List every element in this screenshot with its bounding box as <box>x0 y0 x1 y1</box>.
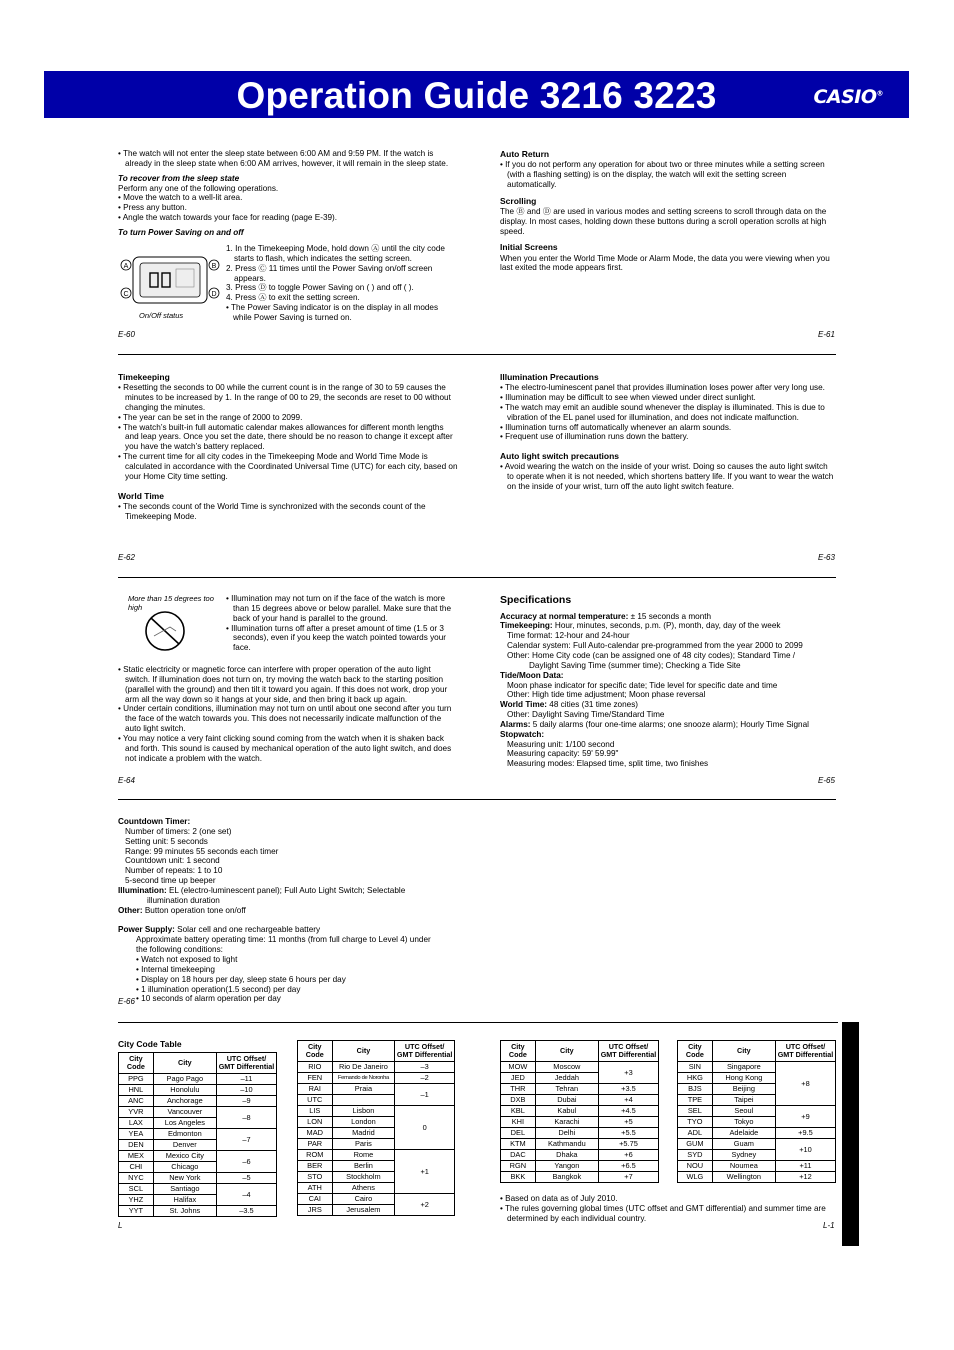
table-row <box>298 1106 455 1117</box>
city-code-table-3 <box>500 1040 659 1183</box>
battery-condition: • Watch not exposed to light <box>136 955 458 965</box>
table-row <box>501 1084 659 1095</box>
city-name: Athens <box>332 1183 395 1194</box>
table-row <box>298 1062 455 1073</box>
illumination-item: • Frequent use of illumination runs down the battery. <box>500 432 836 442</box>
utc-offset: –7 <box>216 1129 276 1151</box>
city-name: Bangkok <box>535 1172 598 1183</box>
page-number: E-64 <box>118 776 135 785</box>
city-table-notes <box>500 1194 836 1224</box>
spec-label: Countdown Timer: <box>118 817 191 826</box>
utc-offset: +5.5 <box>598 1128 658 1139</box>
city-code: UTC <box>298 1095 333 1106</box>
city-code: JRS <box>298 1205 333 1216</box>
city-name: Vancouver <box>153 1107 216 1118</box>
auto-return-item: • If you do not perform any operation for about two or three minutes while a setting screen (with a flashing setting) is on the display, the watch will exit the setting screen automatically. <box>500 160 836 190</box>
auto-light-note: • Static electricity or magnetic force can interfere with proper operation of the auto light switch. If illumination does not turn on, try moving the watch back to the starting position (parallel with the ground) and then tilt it toward you again. If this does not work, drop your arm all the way down so it hangs at your side, and then bring it back up again. <box>118 665 458 704</box>
specifications-heading: Specifications <box>500 594 572 606</box>
table-row <box>119 1074 277 1085</box>
brand-logo: CASIO® <box>813 86 883 108</box>
city-code: KHI <box>501 1117 536 1128</box>
spec-line: Setting unit: 5 seconds <box>125 836 208 846</box>
city-name: London <box>332 1117 395 1128</box>
on-off-caption: On/Off status <box>139 311 184 320</box>
divider <box>118 354 836 355</box>
table-row <box>501 1062 659 1073</box>
page-number: L-1 <box>823 1221 835 1230</box>
city-code-header: City Code <box>119 1053 154 1074</box>
table-row <box>678 1106 836 1117</box>
scrolling-heading: Scrolling <box>500 195 537 206</box>
city-name: Anchorage <box>153 1096 216 1107</box>
city-code: RGN <box>501 1161 536 1172</box>
step-2: Press Ⓒ 11 times until the Power Saving on/off screen appears. <box>234 263 433 283</box>
timekeeping-item: • The current time for all city codes in the Timekeeping Mode and World Time Mode is calculated in accordance with the Coordinated Universal Time (UTC) for each city, based on your Home City time setting. <box>118 452 458 482</box>
spec-label: World Time: <box>500 700 548 710</box>
table-header-row <box>501 1041 659 1062</box>
utc-offset: +9 <box>775 1106 835 1128</box>
scrolling-text: The Ⓑ and Ⓓ are used in various modes and setting screens to scroll through data on the display. In most cases, holding down these buttons during a scroll operation scrolls at high speed. <box>500 206 827 236</box>
city-code-table-2 <box>297 1040 455 1216</box>
illumination-item: • The watch may emit an audible sound whenever the display is illuminated. This is due to vibration of the EL panel used for illumination, and does not indicate malfunction. <box>500 403 836 423</box>
svg-text:C: C <box>123 291 129 298</box>
step-3: Press Ⓓ to toggle Power Saving on ( ) and off ( ). <box>235 283 414 293</box>
utc-offset: +5.75 <box>598 1139 658 1150</box>
city-code-header: City Code <box>298 1041 333 1062</box>
recover-item: • Move the watch to a well-lit area. <box>118 193 458 203</box>
utc-offset: –11 <box>216 1074 276 1085</box>
table-row <box>119 1173 277 1184</box>
tilt-notes <box>226 594 458 653</box>
page-number: E-61 <box>818 330 835 339</box>
city-name: Hong Kong <box>712 1073 775 1084</box>
spec-label: Timekeeping: <box>500 621 553 631</box>
city-name: Halifax <box>153 1195 216 1206</box>
tilt-item: • Illumination may not turn on if the face of the watch is more than 15 degrees above or below parallel. Make sure that the back of your hand is parallel to the ground. <box>226 594 458 624</box>
city-name: Sydney <box>712 1150 775 1161</box>
auto-light-note: • You may notice a very faint clicking sound coming from the watch when it is shaken back and forth. This sound is caused by mechanical operation of the auto light switch, and does not indicate a problem with the watch. <box>118 734 458 764</box>
city-name: Jeddah <box>535 1073 598 1084</box>
page-number: L <box>118 1221 123 1230</box>
city-name: Chicago <box>153 1162 216 1173</box>
table-row <box>119 1129 277 1140</box>
city-name: Seoul <box>712 1106 775 1117</box>
spec-line: Other: High tide time adjustment; Moon phase reversal <box>507 690 706 700</box>
city-code: DXB <box>501 1095 536 1106</box>
city-code-table-1 <box>118 1052 277 1217</box>
table-row <box>501 1106 659 1117</box>
city-name: Edmonton <box>153 1129 216 1140</box>
city-code: YEA <box>119 1129 154 1140</box>
city-code: THR <box>501 1084 536 1095</box>
battery-condition: • 10 seconds of alarm operation per day <box>136 994 458 1004</box>
svg-text:D: D <box>211 291 217 298</box>
utc-offset: +4.5 <box>598 1106 658 1117</box>
header-banner <box>44 71 909 118</box>
city-name: Tehran <box>535 1084 598 1095</box>
city-name: Kathmandu <box>535 1139 598 1150</box>
city-name: Praia <box>332 1084 395 1095</box>
utc-offset: –3 <box>395 1062 455 1073</box>
city-name: Delhi <box>535 1128 598 1139</box>
spec-line: Moon phase indicator for specific date; Tide level for specific date and time <box>507 680 778 690</box>
city-name: Stockholm <box>332 1172 395 1183</box>
battery-condition: • 1 illumination operation(1.5 second) per day <box>136 985 458 995</box>
recover-heading: To recover from the sleep state <box>118 173 240 183</box>
city-name: Cairo <box>332 1194 395 1205</box>
spec-label: Other: <box>118 905 143 915</box>
city-code: JED <box>501 1073 536 1084</box>
utc-offset: –10 <box>216 1085 276 1096</box>
table-header-row <box>119 1053 277 1074</box>
spec-label: Accuracy at normal temperature: <box>500 611 629 621</box>
spec-line: Measuring unit: 1/100 second <box>507 739 615 749</box>
section-e62 <box>118 372 458 522</box>
spec-line: Countdown unit: 1 second <box>125 856 220 866</box>
table-row <box>298 1150 455 1161</box>
page-number: E-63 <box>818 553 835 562</box>
table-row <box>298 1194 455 1205</box>
auto-return-heading: Auto Return <box>500 149 550 159</box>
table-row <box>298 1084 455 1095</box>
table-row <box>501 1139 659 1150</box>
city-name: Jerusalem <box>332 1205 395 1216</box>
city-code: MEX <box>119 1151 154 1162</box>
utc-offset: +11 <box>775 1161 835 1172</box>
utc-offset: –1 <box>395 1084 455 1106</box>
no-tilt-icon <box>140 609 190 653</box>
section-e60 <box>118 149 458 238</box>
spec-line: Range: 99 minutes 55 seconds each timer <box>125 846 279 856</box>
city-code: LAX <box>119 1118 154 1129</box>
table-row <box>119 1206 277 1217</box>
city-code: HKG <box>678 1073 713 1084</box>
city-code: TPE <box>678 1095 713 1106</box>
table-header-row <box>298 1041 455 1062</box>
utc-offset: –6 <box>216 1151 276 1173</box>
tilt-caption: More than 15 degrees too high <box>128 594 214 612</box>
city-name: Los Angeles <box>153 1118 216 1129</box>
utc-offset: –8 <box>216 1107 276 1129</box>
utc-offset: +10 <box>775 1139 835 1161</box>
city-name: Lisbon <box>332 1106 395 1117</box>
utc-offset: +5 <box>598 1117 658 1128</box>
table-row <box>119 1107 277 1118</box>
illumination-item: • Illumination turns off automatically whenever an alarm sounds. <box>500 423 836 433</box>
city-name: New York <box>153 1173 216 1184</box>
spec-line: 5-second time up beeper <box>125 876 216 886</box>
city-code: MAD <box>298 1128 333 1139</box>
spec-label: Stopwatch: <box>500 729 545 739</box>
table-row <box>119 1184 277 1195</box>
spec-line: Other: Home City code (can be assigned one of 48 city codes); Standard Time / <box>507 650 796 660</box>
spec-line: illumination duration <box>147 895 220 905</box>
table-row <box>501 1128 659 1139</box>
illumination-item: • Illumination may be difficult to see when viewed under direct sunlight. <box>500 393 836 403</box>
recover-item: • Angle the watch towards your face for reading (page E-39). <box>118 213 458 223</box>
spec-line: Time format: 12-hour and 24-hour <box>507 631 630 641</box>
table-row <box>501 1095 659 1106</box>
city-code: RIO <box>298 1062 333 1073</box>
city-header: City <box>712 1041 775 1062</box>
city-code: BKK <box>501 1172 536 1183</box>
spec-line: Measuring capacity: 59' 59.99" <box>507 749 619 759</box>
city-name: Madrid <box>332 1128 395 1139</box>
city-name: Mexico City <box>153 1151 216 1162</box>
table-row <box>678 1172 836 1183</box>
illumination-precautions-heading: Illumination Precautions <box>500 372 599 382</box>
step-note: • The Power Saving indicator is on the display in all modes while Power Saving is turned on. <box>226 303 458 323</box>
city-code: TYO <box>678 1117 713 1128</box>
city-code-header: City Code <box>678 1041 713 1062</box>
auto-light-note: • Under certain conditions, illumination may not turn on until about one second after you turn the face of the watch towards you. This does not necessarily indicate malfunction of the auto light switch. <box>118 704 458 734</box>
utc-header: UTC Offset/ GMT Differential <box>775 1041 835 1062</box>
spec-label: Tide/Moon Data: <box>500 670 564 680</box>
spec-value: Solar cell and one rechargeable battery <box>174 925 321 935</box>
city-name: Wellington <box>712 1172 775 1183</box>
svg-text:B: B <box>211 263 217 270</box>
city-code: HNL <box>119 1085 154 1096</box>
step-1: In the Timekeeping Mode, hold down Ⓐ until the city code starts to flash, which indicates the setting screen. <box>234 244 445 263</box>
city-code: MOW <box>501 1062 536 1073</box>
section-e63 <box>500 372 836 492</box>
city-code: ROM <box>298 1150 333 1161</box>
table-row <box>678 1128 836 1139</box>
utc-offset: –2 <box>395 1073 455 1084</box>
table-row <box>678 1161 836 1172</box>
table-row <box>501 1161 659 1172</box>
city-name: Honolulu <box>153 1085 216 1096</box>
note-item: • Based on data as of July 2010. <box>500 1194 836 1204</box>
utc-offset: +4 <box>598 1095 658 1106</box>
spec-line: Measuring modes: Elapsed time, split time, two finishes <box>507 759 709 769</box>
city-name: Paris <box>332 1139 395 1150</box>
section-e61 <box>500 149 836 273</box>
city-code: BER <box>298 1161 333 1172</box>
spec-line: Approximate battery operating time: 11 months (from full charge to Level 4) under <box>136 935 431 945</box>
city-name: Yangon <box>535 1161 598 1172</box>
sleep-note: • The watch will not enter the sleep state between 6:00 AM and 9:59 PM. If the watch is already in the sleep state when 6:00 AM arrives, however, it will remain in the sleep state. <box>118 149 458 169</box>
table-header-row <box>678 1041 836 1062</box>
spec-value: Button operation tone on/off <box>142 905 246 915</box>
note-item: • The rules governing global times (UTC offset and GMT differential) and summer time are determined by each individual country. <box>500 1204 836 1224</box>
city-name: Karachi <box>535 1117 598 1128</box>
city-code: GUM <box>678 1139 713 1150</box>
city-code: YYT <box>119 1206 154 1217</box>
city-code: DEL <box>501 1128 536 1139</box>
step-4: Press Ⓐ to exit the setting screen. <box>235 293 360 303</box>
table-row <box>501 1117 659 1128</box>
city-code: KBL <box>501 1106 536 1117</box>
utc-offset: +6 <box>598 1150 658 1161</box>
battery-condition: • Internal timekeeping <box>136 965 458 975</box>
recover-text: Perform any one of the following operations. <box>118 183 279 193</box>
utc-offset: +6.5 <box>598 1161 658 1172</box>
city-code: SEL <box>678 1106 713 1117</box>
page-number: E-60 <box>118 330 135 339</box>
world-time-heading: World Time <box>118 490 164 501</box>
utc-offset: +3.5 <box>598 1084 658 1095</box>
page-number: E-62 <box>118 553 135 562</box>
spec-line: Daylight Saving Time (summer time); Checking a Tide Site <box>529 660 741 670</box>
utc-offset: –4 <box>216 1184 276 1206</box>
spec-line: Number of timers: 2 (one set) <box>125 826 232 836</box>
page-number: E-66 <box>118 997 135 1006</box>
spec-label: Alarms: <box>500 719 531 729</box>
city-code: PAR <box>298 1139 333 1150</box>
city-name: Denver <box>153 1140 216 1151</box>
city-code: CAI <box>298 1194 333 1205</box>
utc-offset: –5 <box>216 1173 276 1184</box>
page-title: Operation Guide 3216 3223 <box>236 75 717 116</box>
city-name: Berlin <box>332 1161 395 1172</box>
section-e66 <box>118 817 458 1004</box>
divider <box>118 799 836 800</box>
city-name <box>332 1095 395 1106</box>
city-code: RAI <box>298 1084 333 1095</box>
table-row <box>119 1096 277 1107</box>
city-name: Taipei <box>712 1095 775 1106</box>
city-code: KTM <box>501 1139 536 1150</box>
page-number: E-65 <box>818 776 835 785</box>
spec-line: Number of repeats: 1 to 10 <box>125 866 223 876</box>
city-name: Singapore <box>712 1062 775 1073</box>
table-row <box>501 1150 659 1161</box>
spec-value: 5 daily alarms (four one-time alarms; one snooze alarm); Hourly Time Signal <box>530 719 809 729</box>
spec-line: Other: Daylight Saving Time/Standard Time <box>507 710 665 720</box>
city-code: NOU <box>678 1161 713 1172</box>
city-code: STO <box>298 1172 333 1183</box>
watch-diagram-icon <box>118 255 222 307</box>
spec-value: EL (electro-luminescent panel); Full Auto Light Switch; Selectable <box>166 885 406 895</box>
city-name: Noumea <box>712 1161 775 1172</box>
side-tab <box>842 1022 859 1246</box>
utc-header: UTC Offset/ GMT Differential <box>395 1041 455 1062</box>
spec-value: Hour, minutes, seconds, p.m. (P), month, day, day of the week <box>552 621 781 631</box>
city-code: SYD <box>678 1150 713 1161</box>
timekeeping-item: • The watch’s built-in full automatic calendar makes allowances for different month lengths and leap years. Once you set the date, there should be no reason to change it except after you have the watch’s battery replaced. <box>118 423 458 453</box>
city-name: Adelaide <box>712 1128 775 1139</box>
city-code: PPG <box>119 1074 154 1085</box>
city-code-table-4 <box>677 1040 836 1183</box>
city-name: Tokyo <box>712 1117 775 1128</box>
city-code: SCL <box>119 1184 154 1195</box>
utc-offset: –3.5 <box>216 1206 276 1217</box>
divider <box>118 1022 838 1023</box>
city-name: Guam <box>712 1139 775 1150</box>
city-code: ADL <box>678 1128 713 1139</box>
city-name: Moscow <box>535 1062 598 1073</box>
auto-light-heading: Auto light switch precautions <box>500 451 620 462</box>
city-code: WLG <box>678 1172 713 1183</box>
city-code: LIS <box>298 1106 333 1117</box>
section-e65 <box>500 594 836 769</box>
city-name: Pago Pago <box>153 1074 216 1085</box>
illumination-item: • The electro-luminescent panel that provides illumination loses power after very long use. <box>500 383 836 393</box>
city-code: NYC <box>119 1173 154 1184</box>
city-code: FEN <box>298 1073 333 1084</box>
city-header: City <box>332 1041 395 1062</box>
spec-line: Calendar system: Full Auto-calendar pre-programmed from the year 2000 to 2099 <box>507 641 803 651</box>
timekeeping-item: • Resetting the seconds to 00 while the current count is in the range of 30 to 59 causes the minutes to be increased by 1. In the range of 00 to 29, the seconds are reset to 00 without changing the minutes. <box>118 383 458 413</box>
power-saving-heading: To turn Power Saving on and off <box>118 227 244 237</box>
city-code: LON <box>298 1117 333 1128</box>
city-code: BJS <box>678 1084 713 1095</box>
tilt-item: • Illumination turns off after a preset amount of time (1.5 or 3 seconds), even if you keep the watch pointed towards your face. <box>226 624 458 654</box>
utc-offset: +9.5 <box>775 1128 835 1139</box>
utc-header: UTC Offset/ GMT Differential <box>598 1041 658 1062</box>
world-time-item: • The seconds count of the World Time is synchronized with the seconds count of the Timekeeping Mode. <box>118 502 458 522</box>
utc-header: UTC Offset/ GMT Differential <box>216 1053 276 1074</box>
recover-item: • Press any button. <box>118 203 458 213</box>
timekeeping-heading: Timekeeping <box>118 372 170 382</box>
city-header: City <box>535 1041 598 1062</box>
table-row <box>298 1073 455 1084</box>
city-code: DAC <box>501 1150 536 1161</box>
city-code-header: City Code <box>501 1041 536 1062</box>
city-code: YVR <box>119 1107 154 1118</box>
city-code: YHZ <box>119 1195 154 1206</box>
spec-label: Power Supply: <box>118 925 175 935</box>
utc-offset: +2 <box>395 1194 455 1216</box>
spec-value: 48 cities (31 time zones) <box>547 700 639 710</box>
divider <box>118 577 836 578</box>
city-code: ANC <box>119 1096 154 1107</box>
spec-value: ± 15 seconds a month <box>628 611 712 621</box>
table-row <box>119 1085 277 1096</box>
city-code: CHI <box>119 1162 154 1173</box>
table-row <box>678 1139 836 1150</box>
city-header: City <box>153 1053 216 1074</box>
spec-label: Illumination: <box>118 885 167 895</box>
city-name: Kabul <box>535 1106 598 1117</box>
city-name: St. Johns <box>153 1206 216 1217</box>
svg-text:A: A <box>123 263 129 270</box>
utc-offset: +7 <box>598 1172 658 1183</box>
city-name: Santiago <box>153 1184 216 1195</box>
city-name: Dubai <box>535 1095 598 1106</box>
utc-offset: +8 <box>775 1062 835 1106</box>
city-code: DEN <box>119 1140 154 1151</box>
city-name: Rio De Janeiro <box>332 1062 395 1073</box>
utc-offset: –9 <box>216 1096 276 1107</box>
timekeeping-item: • The year can be set in the range of 2000 to 2099. <box>118 413 458 423</box>
table-row <box>119 1151 277 1162</box>
utc-offset: +1 <box>395 1150 455 1194</box>
table-row <box>678 1062 836 1073</box>
initial-screens-text: When you enter the World Time Mode or Alarm Mode, the data you were viewing when you last exited the mode appears first. <box>500 253 830 273</box>
table-row <box>501 1172 659 1183</box>
utc-offset: +3 <box>598 1062 658 1084</box>
city-code: ATH <box>298 1183 333 1194</box>
city-table-title: City Code Table <box>118 1039 182 1049</box>
city-name: Dhaka <box>535 1150 598 1161</box>
utc-offset: +12 <box>775 1172 835 1183</box>
section-e64 <box>118 665 458 763</box>
spec-line: the following conditions: <box>136 945 223 955</box>
auto-light-item: • Avoid wearing the watch on the inside of your wrist. Doing so causes the auto light switch to operate when it is not needed, which shortens battery life. If you want to wear the watch on the inside of your wrist, turn off the auto light switch feature. <box>500 462 836 492</box>
city-name: Beijing <box>712 1084 775 1095</box>
city-name: Rome <box>332 1150 395 1161</box>
power-saving-steps: 1. In the Timekeeping Mode, hold down Ⓐ until the city code starts to flash, which indicates the setting screen. 2. Press Ⓒ 11 times until the Power Saving on/off screen appears. 3. Press Ⓓ to toggle Power Saving on ( ) and off ( ). 4. Press Ⓐ to exit the setting screen. • The Power Saving indicator is on the display in all modes while Power Saving is turned on. <box>226 244 458 323</box>
city-code: SIN <box>678 1062 713 1073</box>
city-name: Fernando de Noronha <box>332 1073 395 1084</box>
initial-screens-heading: Initial Screens <box>500 242 558 253</box>
utc-offset: 0 <box>395 1106 455 1150</box>
battery-condition: • Display on 18 hours per day, sleep state 6 hours per day <box>136 975 458 985</box>
